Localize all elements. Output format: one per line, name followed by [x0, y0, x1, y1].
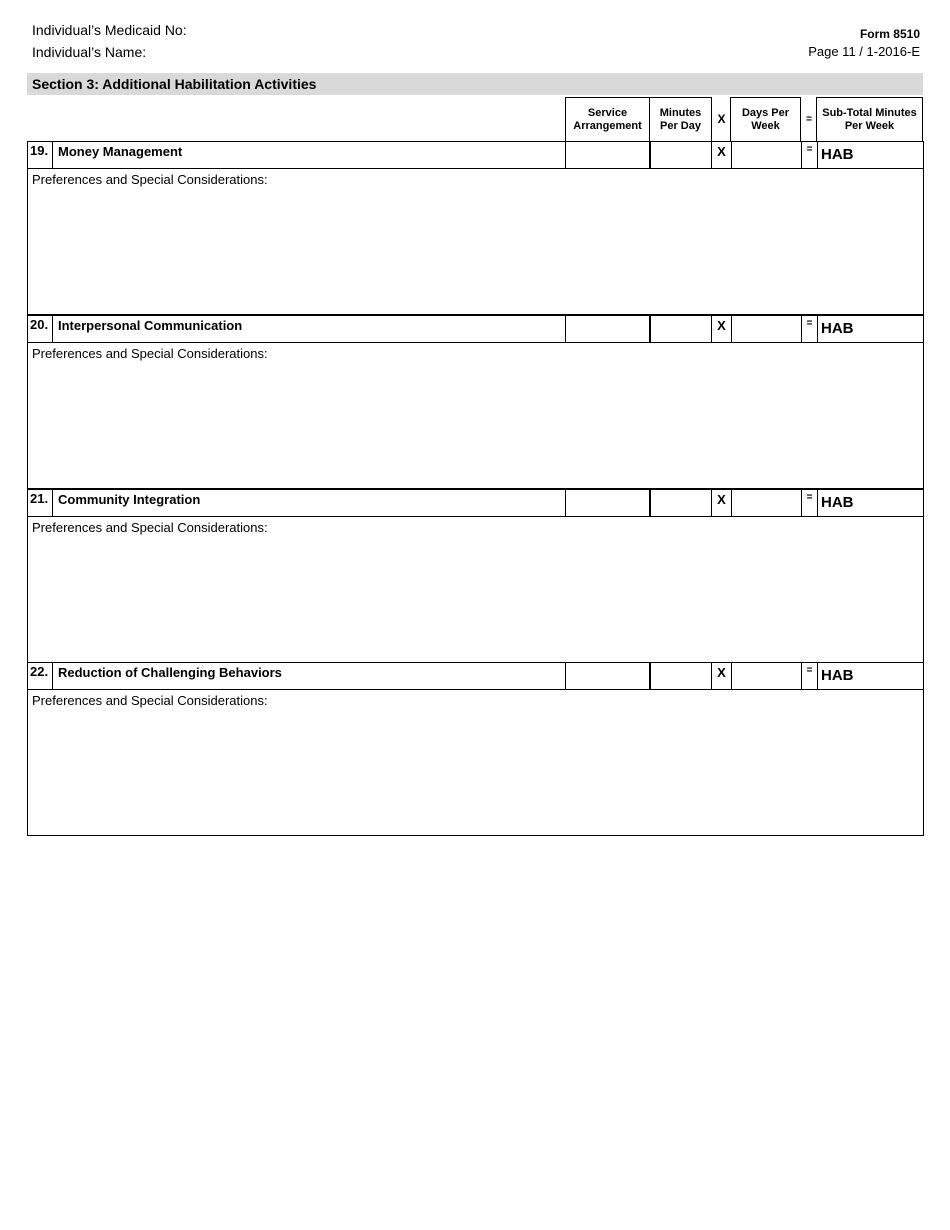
minutes-per-day-header: Minutes Per Day	[649, 97, 712, 141]
activity-block	[27, 141, 924, 315]
subtotal-field[interactable]: HAB	[821, 494, 854, 511]
activity-number: 19.	[28, 142, 53, 168]
preferences-field[interactable]	[27, 517, 924, 663]
minutes-per-day-field[interactable]	[650, 490, 712, 516]
preferences-field[interactable]	[27, 169, 924, 315]
activity-title: Reduction of Challenging Behaviors	[53, 663, 566, 689]
times-header: X	[717, 111, 726, 126]
activity-row	[27, 315, 924, 343]
times-sign: X	[712, 490, 732, 516]
times-sign: X	[712, 663, 732, 689]
preferences-label: Preferences and Special Considerations:	[32, 172, 268, 187]
activity-title: Money Management	[53, 142, 566, 168]
preferences-label: Preferences and Special Considerations:	[32, 520, 268, 535]
medicaid-number-label: Individual’s Medicaid No:	[32, 22, 187, 38]
minutes-per-day-field[interactable]	[650, 316, 712, 342]
service-arrangement-field[interactable]	[566, 490, 650, 516]
activity-block	[27, 489, 924, 663]
activity-block	[27, 662, 924, 836]
equals-sign: =	[802, 663, 818, 689]
days-per-week-field[interactable]	[732, 490, 802, 516]
activity-row	[27, 141, 924, 169]
service-arrangement-field[interactable]	[566, 142, 650, 168]
days-per-week-field[interactable]	[732, 663, 802, 689]
times-sign: X	[712, 142, 732, 168]
days-per-week-field[interactable]	[732, 316, 802, 342]
activity-number: 22.	[28, 663, 53, 689]
activity-row	[27, 662, 924, 690]
subtotal-header: Sub-Total Minutes Per Week	[816, 97, 923, 141]
preferences-field[interactable]	[27, 690, 924, 836]
equals-sign: =	[802, 490, 818, 516]
preferences-label: Preferences and Special Considerations:	[32, 693, 268, 708]
form-number: Form 8510	[859, 27, 920, 41]
page-info: Page 11 / 1-2016-E	[808, 44, 920, 59]
preferences-label: Preferences and Special Considerations:	[32, 346, 268, 361]
service-arrangement-header: Service Arrangement	[565, 97, 650, 141]
activity-row	[27, 489, 924, 517]
subtotal-field[interactable]: HAB	[821, 146, 854, 163]
equals-header: =	[806, 113, 812, 125]
equals-sign: =	[802, 142, 818, 168]
activity-title: Community Integration	[53, 490, 566, 516]
subtotal-field[interactable]: HAB	[821, 667, 854, 684]
subtotal-field[interactable]: HAB	[821, 320, 854, 337]
activity-number: 21.	[28, 490, 53, 516]
individual-name-label: Individual’s Name:	[32, 44, 147, 60]
times-sign: X	[712, 316, 732, 342]
column-headers	[0, 97, 950, 141]
activity-title: Interpersonal Communication	[53, 316, 566, 342]
days-per-week-header: Days Per Week	[730, 97, 801, 141]
service-arrangement-field[interactable]	[566, 316, 650, 342]
equals-sign: =	[802, 316, 818, 342]
activity-number: 20.	[28, 316, 53, 342]
preferences-field[interactable]	[27, 343, 924, 489]
activity-block	[27, 315, 924, 489]
section-title: Section 3: Additional Habilitation Activities	[27, 73, 923, 95]
service-arrangement-field[interactable]	[566, 663, 650, 689]
days-per-week-field[interactable]	[732, 142, 802, 168]
minutes-per-day-field[interactable]	[650, 142, 712, 168]
minutes-per-day-field[interactable]	[650, 663, 712, 689]
